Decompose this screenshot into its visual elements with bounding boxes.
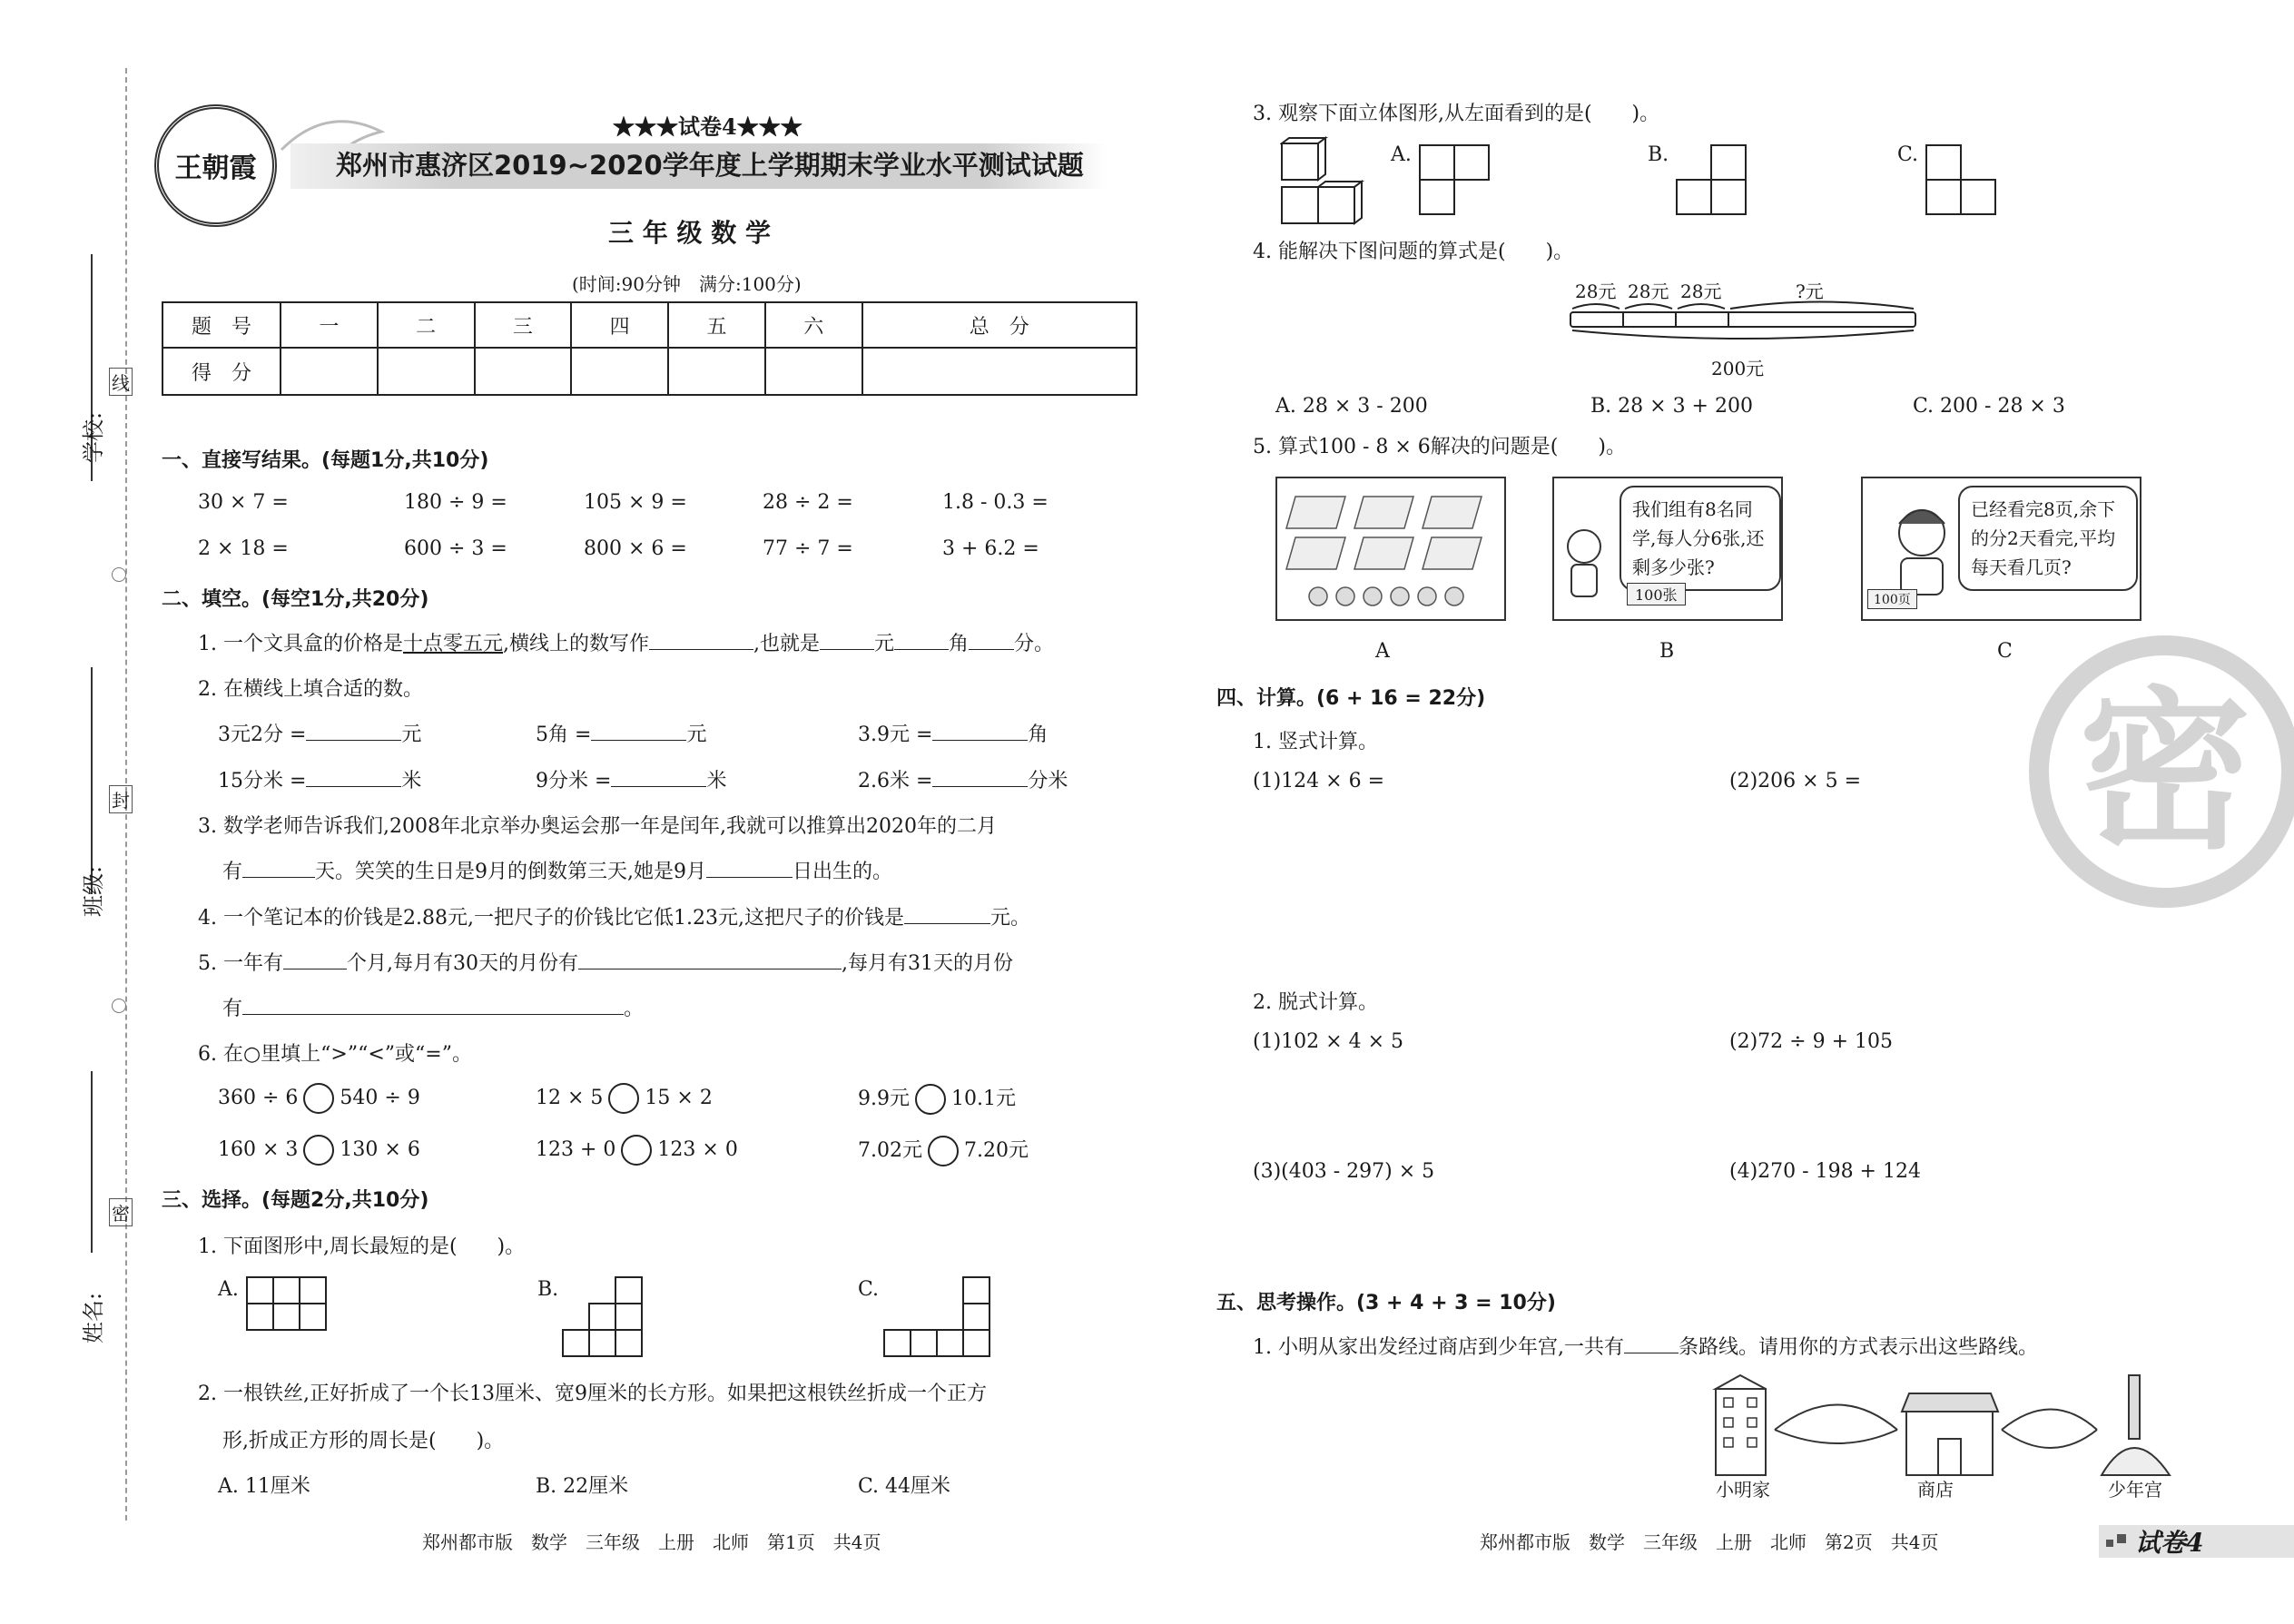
- badge-square-icon: [2117, 1534, 2126, 1543]
- sec2-q4: [198, 902, 1030, 930]
- mark-xian: 线: [109, 368, 133, 396]
- option-a-label[interactable]: A.: [218, 1278, 239, 1301]
- q-text: 12 × 5: [536, 1087, 604, 1109]
- segment-label: 28元: [1575, 281, 1617, 302]
- q4-option[interactable]: B. 28 × 3 + 200: [1590, 395, 1753, 418]
- fill-item: [218, 765, 421, 793]
- answer-blank[interactable]: [242, 994, 624, 1015]
- answer-blank[interactable]: [242, 857, 315, 878]
- fill-item: [536, 719, 706, 747]
- q-text: 。: [624, 998, 645, 1020]
- class-label: 班级:: [81, 865, 106, 917]
- answer-blank[interactable]: [1624, 1333, 1679, 1353]
- answer-blank[interactable]: [306, 766, 401, 787]
- q-text: 元: [874, 633, 895, 655]
- q-underlined-text: 十点零五元: [402, 633, 503, 655]
- segment-label: ?元: [1796, 281, 1824, 302]
- answer-blank[interactable]: [283, 949, 347, 969]
- fill-item: [218, 719, 421, 747]
- name-label: 姓名:: [81, 1292, 106, 1343]
- place-label: 小明家: [1716, 1479, 1770, 1501]
- sec3-q4: 4. 能解决下图问题的算式是( )。: [1253, 241, 1574, 263]
- name-line: [91, 1071, 93, 1253]
- score-cell[interactable]: [571, 348, 668, 395]
- answer-blank[interactable]: [932, 720, 1028, 741]
- vertical-calc-1: (1)124 × 6 =: [1253, 770, 1384, 792]
- fill-item: [536, 765, 726, 793]
- series-label: ★★★试卷4★★★: [613, 113, 802, 140]
- footer-left: 郑州都市版 数学 三年级 上册 北师 第1页 共4页: [422, 1531, 881, 1553]
- book-label: 100页: [1867, 589, 1917, 609]
- calc-item: 2 × 18 =: [198, 537, 289, 560]
- score-header-cell: 五: [668, 302, 765, 348]
- footer-badge: 试卷4: [2135, 1528, 2204, 1558]
- q-text: 9分米 =: [536, 770, 612, 792]
- step-calc-4: (4)270 - 198 + 124: [1729, 1160, 1921, 1183]
- panel-caption: A: [1375, 640, 1390, 663]
- answer-blank[interactable]: [969, 629, 1014, 650]
- q2-option[interactable]: C. 44厘米: [858, 1475, 951, 1498]
- score-cell[interactable]: [378, 348, 475, 395]
- calc-item: 180 ÷ 9 =: [404, 491, 507, 514]
- speech-bubble-b: 我们组有8名同学,每人分6张,还剩多少张?: [1620, 486, 1781, 591]
- compare-item: [536, 1135, 738, 1166]
- score-row-label: 得 分: [162, 348, 281, 395]
- q-text: 7.02元: [858, 1139, 922, 1162]
- q-text: 130 × 6: [340, 1138, 420, 1161]
- sec3-q2-line1: 2. 一根铁丝,正好折成了一个长13厘米、宽9厘米的长方形。如果把这根铁丝折成一个正方: [198, 1383, 987, 1405]
- q-text: 15分米 =: [218, 770, 307, 792]
- score-table-header-row: [162, 302, 1137, 348]
- sec3-q2-line2: 形,折成正方形的周长是( )。: [222, 1430, 505, 1452]
- compare-item: [858, 1135, 1029, 1166]
- q-text: 3元2分 =: [218, 723, 307, 746]
- sec2-title: 二、填空。(每空1分,共20分): [162, 588, 429, 611]
- seal-watermark-char: 密: [2078, 670, 2251, 872]
- sec4-title: 四、计算。(6 + 16 = 22分): [1216, 687, 1486, 710]
- q-text: 个月,每月有30天的月份有: [346, 952, 578, 975]
- q-text: 米: [706, 770, 727, 792]
- shape-a-2x3-grid: [245, 1275, 331, 1334]
- footer-right: 郑州都市版 数学 三年级 上册 北师 第2页 共4页: [1480, 1531, 1939, 1553]
- compare-item: [858, 1083, 1016, 1115]
- q-text: ,每月有31天的月份: [841, 952, 1013, 975]
- segment-label: 28元: [1628, 281, 1669, 302]
- answer-blank[interactable]: [591, 720, 686, 741]
- compare-circle[interactable]: [928, 1136, 959, 1166]
- compare-item: [218, 1083, 420, 1114]
- panel-b: [1552, 477, 1783, 621]
- score-cell[interactable]: [765, 348, 862, 395]
- score-table: [162, 301, 1137, 396]
- q3-option-c[interactable]: C.: [1897, 143, 1919, 166]
- sec2-q5-line2: [222, 993, 644, 1021]
- class-line: [91, 667, 93, 894]
- q-text: 3.9元 =: [858, 723, 933, 746]
- compare-circle[interactable]: [303, 1135, 334, 1166]
- calc-item: 3 + 6.2 =: [942, 537, 1039, 560]
- panel-c: [1861, 477, 2141, 621]
- option-c-label[interactable]: C.: [858, 1278, 880, 1301]
- school-label: 学校:: [81, 411, 106, 463]
- mark-mi: 密: [109, 1198, 133, 1226]
- panel-caption: C: [1997, 640, 2013, 663]
- logo-text: 王朝霞: [174, 153, 257, 184]
- binding-strip: [50, 254, 132, 1343]
- view-c-icon: [1925, 143, 2002, 218]
- q3-option-b[interactable]: B.: [1648, 143, 1669, 166]
- stamps-grid-icon: [1277, 478, 1504, 619]
- q-text: 15 × 2: [645, 1087, 713, 1109]
- calc-item: 105 × 9 =: [584, 491, 687, 514]
- score-header-cell: 四: [571, 302, 668, 348]
- segment-label: 28元: [1680, 281, 1722, 302]
- sec2-q3-line2: [222, 856, 892, 884]
- score-header-cell: 题 号: [162, 302, 281, 348]
- q-text: 4. 一个笔记本的价钱是2.88元,一把尺子的价钱比它低1.23元,这把尺子的价钱是: [198, 907, 904, 930]
- calc-item: 30 × 7 =: [198, 491, 289, 514]
- compare-circle[interactable]: [915, 1084, 946, 1115]
- q-text: 角: [949, 633, 970, 655]
- view-a-icon: [1418, 143, 1495, 218]
- paper-stack-label: 100张: [1627, 583, 1686, 605]
- q-text: 7.20元: [964, 1139, 1029, 1162]
- score-header-cell: 六: [765, 302, 862, 348]
- q-text: 160 × 3: [218, 1138, 299, 1161]
- speech-bubble-c: 已经看完8页,余下的分2天看完,平均每天看几页?: [1958, 486, 2138, 591]
- score-cell[interactable]: [862, 348, 1137, 395]
- q-text: 分。: [1014, 633, 1055, 655]
- q-text: 有: [222, 998, 243, 1020]
- sec3-q3: 3. 观察下面立体图形,从左面看到的是( )。: [1253, 103, 1660, 125]
- girl-figure-icon: [1559, 524, 1613, 615]
- route-map-diagram: [1702, 1371, 2192, 1484]
- q-text: 9.9元: [858, 1088, 910, 1110]
- binding-hole-icon: [112, 999, 126, 1013]
- q-text: 元: [686, 723, 707, 746]
- q-text: 日出生的。: [793, 861, 893, 883]
- q-text: 条路线。请用你的方式表示出这些路线。: [1678, 1336, 2038, 1359]
- calc-item: 77 ÷ 7 =: [763, 537, 853, 560]
- score-cell[interactable]: [668, 348, 765, 395]
- sec1-title: 一、直接写结果。(每题1分,共10分): [162, 449, 489, 472]
- option-b-label[interactable]: B.: [537, 1278, 559, 1301]
- calc-item: 800 × 6 =: [584, 537, 687, 560]
- sec5-title: 五、思考操作。(3 + 4 + 3 = 10分): [1216, 1292, 1556, 1314]
- sec4-sub2: 2. 脱式计算。: [1253, 991, 1378, 1014]
- answer-blank[interactable]: [306, 720, 401, 741]
- q4-option[interactable]: A. 28 × 3 - 200: [1275, 395, 1428, 418]
- exam-title: 郑州市惠济区2019~2020学年度上学期期末学业水平测试试题: [336, 150, 1084, 181]
- panel-caption: B: [1659, 640, 1675, 663]
- sec2-q6: 6. 在○里填上“>”“<”或“=”。: [198, 1043, 472, 1066]
- q-text: 360 ÷ 6: [218, 1087, 299, 1109]
- answer-blank[interactable]: [706, 857, 793, 878]
- q2-option[interactable]: A. 11厘米: [218, 1475, 310, 1498]
- sec3-q5: 5. 算式100 - 8 × 6解决的问题是( )。: [1253, 436, 1626, 458]
- score-cell[interactable]: [281, 348, 378, 395]
- score-cell[interactable]: [475, 348, 572, 395]
- compare-item: [536, 1083, 713, 1114]
- q-text: 123 × 0: [657, 1138, 738, 1161]
- answer-blank[interactable]: [649, 629, 753, 650]
- q-text: 10.1元: [951, 1088, 1016, 1110]
- q-text: 540 ÷ 9: [340, 1087, 420, 1109]
- q-text: 米: [401, 770, 422, 792]
- shape-b-staircase: [561, 1275, 647, 1361]
- q-text: 5角 =: [536, 723, 592, 746]
- vertical-calc-2: (2)206 × 5 =: [1729, 770, 1861, 792]
- seal-watermark-icon: [2029, 635, 2294, 908]
- line-segment-diagram: [1569, 300, 1918, 354]
- score-header-cell: 总 分: [862, 302, 1137, 348]
- solid-figure-cubes: [1280, 136, 1371, 231]
- score-header-cell: 三: [475, 302, 572, 348]
- q2-option[interactable]: B. 22厘米: [536, 1475, 629, 1498]
- binding-hole-icon: [112, 567, 126, 582]
- subject-title: 三 年 级 数 学: [608, 218, 771, 248]
- step-calc-1: (1)102 × 4 × 5: [1253, 1030, 1403, 1053]
- badge-square-icon: [2106, 1540, 2113, 1547]
- q-text: ,也就是: [753, 633, 820, 655]
- fill-item: [858, 765, 1068, 793]
- step-calc-3: (3)(403 - 297) × 5: [1253, 1160, 1435, 1183]
- q-text: 角: [1028, 723, 1049, 746]
- score-header-cell: 一: [281, 302, 378, 348]
- answer-blank[interactable]: [611, 766, 706, 787]
- q-text: 元: [401, 723, 422, 746]
- answer-blank[interactable]: [894, 629, 949, 650]
- sec3-q1: 1. 下面图形中,周长最短的是( )。: [198, 1235, 526, 1258]
- calc-item: 28 ÷ 2 =: [763, 491, 853, 514]
- total-label: 200元: [1711, 358, 1765, 379]
- compare-circle[interactable]: [621, 1135, 652, 1166]
- place-label: 商店: [1917, 1479, 1954, 1501]
- step-calc-2: (2)72 ÷ 9 + 105: [1729, 1030, 1893, 1053]
- q-text: 1. 一个文具盒的价格是: [198, 633, 403, 655]
- place-label: 少年宫: [2108, 1479, 2162, 1501]
- time-info: (时间:90分钟 满分:100分): [572, 273, 802, 295]
- sec4-sub1: 1. 竖式计算。: [1253, 731, 1378, 753]
- sec2-q3-line1: 3. 数学老师告诉我们,2008年北京举办奥运会那一年是闰年,我就可以推算出2020年的二月: [198, 815, 997, 838]
- sec3-title: 三、选择。(每题2分,共10分): [162, 1189, 429, 1212]
- answer-blank[interactable]: [904, 903, 990, 924]
- compare-circle[interactable]: [303, 1083, 334, 1114]
- q-text: 1. 小明从家出发经过商店到少年宫,一共有: [1253, 1336, 1624, 1359]
- score-header-cell: 二: [378, 302, 475, 348]
- sec2-q5-line1: [198, 948, 1013, 976]
- calc-item: 600 ÷ 3 =: [404, 537, 507, 560]
- q3-option-a[interactable]: A.: [1391, 143, 1412, 166]
- panel-a: [1275, 477, 1506, 621]
- q-text: 5. 一年有: [198, 952, 283, 975]
- answer-blank[interactable]: [820, 629, 874, 650]
- sec2-q1: [198, 628, 1054, 656]
- shape-c-l-shape: [882, 1275, 995, 1361]
- q-text: 123 + 0: [536, 1138, 616, 1161]
- compare-circle[interactable]: [608, 1083, 639, 1114]
- q-text: ,横线上的数写作: [503, 633, 649, 655]
- answer-blank[interactable]: [578, 949, 842, 969]
- sec5-q1: [1253, 1332, 2038, 1360]
- q-text: 有: [222, 861, 243, 883]
- q4-option[interactable]: C. 200 - 28 × 3: [1913, 395, 2065, 418]
- q-text: 分米: [1028, 770, 1068, 792]
- sec2-q2: 2. 在横线上填合适的数。: [198, 678, 423, 701]
- fill-item: [858, 719, 1048, 747]
- score-table-score-row: [162, 348, 1137, 395]
- q-text: 天。笑笑的生日是9月的倒数第三天,她是9月: [315, 861, 707, 883]
- compare-item: [218, 1135, 420, 1166]
- q-text: 元。: [989, 907, 1030, 930]
- publisher-logo: [154, 104, 277, 227]
- q-text: 2.6米 =: [858, 770, 933, 792]
- mark-feng: 封: [109, 785, 133, 813]
- view-b-icon: [1675, 143, 1752, 218]
- calc-item: 1.8 - 0.3 =: [942, 491, 1049, 514]
- answer-blank[interactable]: [932, 766, 1028, 787]
